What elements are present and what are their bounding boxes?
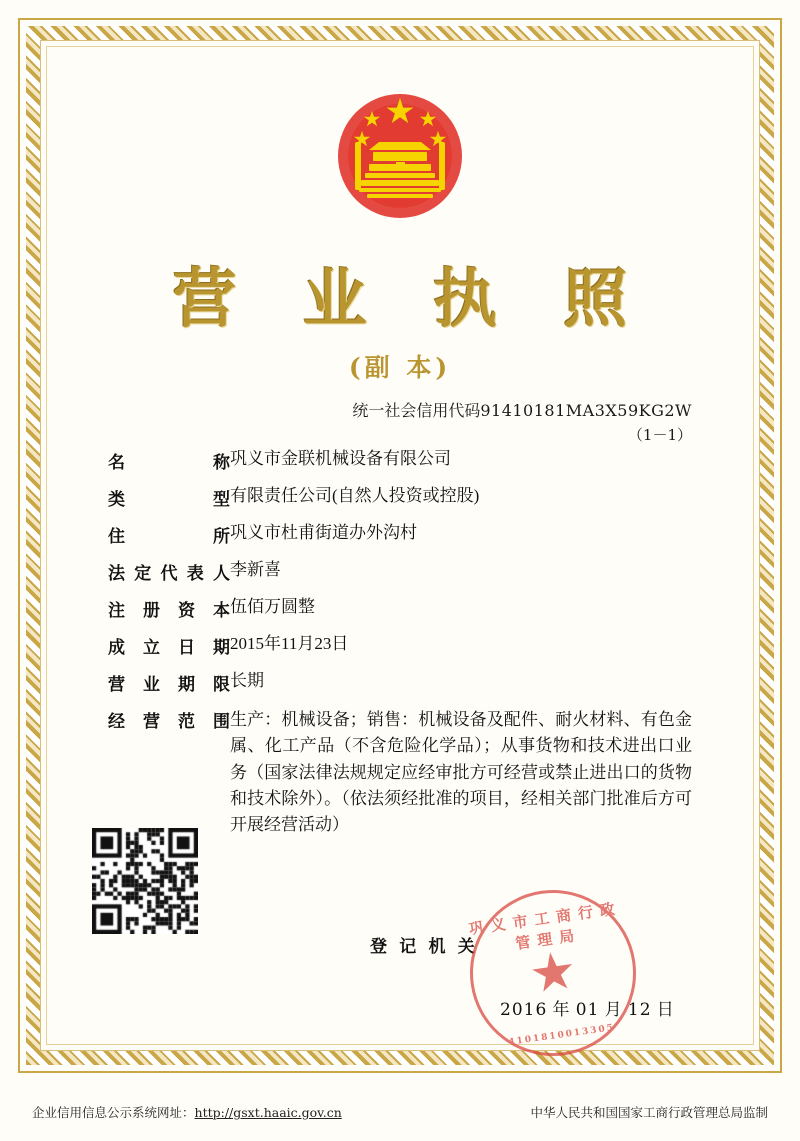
label-char: 定 [134, 564, 152, 583]
label-char: 范 [178, 712, 195, 731]
label-char: 营 [143, 712, 160, 731]
label-char: 代 [160, 564, 178, 583]
label-char: 本 [213, 601, 230, 620]
field-label-legal-rep [108, 559, 230, 584]
label-char: 期 [213, 638, 230, 657]
field-label-name [108, 448, 230, 473]
field-row-name [108, 448, 692, 473]
field-row-establish-date [108, 633, 692, 658]
field-label-registered-capital [108, 596, 230, 621]
issue-date [500, 995, 675, 1020]
field-value-registered-capital: 伍佰万圆整 [230, 597, 315, 616]
label-char: 法 [108, 564, 125, 583]
label-char: 期 [178, 675, 195, 694]
emblem-container [0, 78, 800, 233]
label-char: 人 [213, 564, 230, 583]
label-char: 称 [213, 453, 230, 472]
label-char: 营 [108, 675, 125, 694]
field-row-address [108, 522, 692, 547]
field-row-type [108, 485, 692, 510]
label-char: 型 [213, 490, 230, 509]
certificate-subtitle: (副 本) [348, 353, 452, 382]
issue-date-day-suffix: 日 [656, 1000, 675, 1019]
field-row-business-scope [108, 707, 692, 839]
field-value-type: 有限责任公司(自然人投资或控股) [230, 486, 480, 505]
seal-bottom-text: 4101810013305 [507, 1022, 616, 1048]
issue-date-year-suffix: 年 [552, 1000, 571, 1019]
label-char: 册 [143, 601, 160, 620]
field-row-legal-rep [108, 559, 692, 584]
credit-code-line [352, 398, 692, 421]
label-char: 类 [108, 490, 125, 509]
issue-date-day: 12 [627, 1000, 652, 1020]
label-char: 成 [108, 638, 125, 657]
label-char: 围 [213, 712, 230, 731]
qr-code[interactable] [92, 828, 198, 934]
label-char: 立 [143, 638, 160, 657]
label-char: 注 [108, 601, 125, 620]
credit-code-value: 91410181MA3X59KG2W [480, 401, 692, 420]
label-char: 资 [178, 601, 195, 620]
national-emblem-icon [325, 78, 475, 228]
label-char: 表 [186, 564, 204, 583]
field-value-address: 巩义市杜甫街道办外沟村 [230, 523, 417, 542]
field-value-business-scope: 生产：机械设备；销售：机械设备及配件、耐火材料、有色金属、化工产品（不含危险化学品）；从事货物和技术进出口业务（国家法律法规规定应经审批方可经营或禁止进出口的货物和技术除外）。（依法须经批准的项目，经相关部门批准后方可开展经营活动） [230, 710, 692, 835]
seal-top-text: 巩义市工商行政管理局 [468, 900, 623, 953]
label-char: 名 [108, 453, 125, 472]
registration-authority-label: 登 记 机 关 [370, 937, 479, 956]
field-row-business-term [108, 670, 692, 695]
field-label-address [108, 522, 230, 547]
field-label-type [108, 485, 230, 510]
field-value-business-term: 长期 [230, 671, 264, 690]
label-char: 住 [108, 527, 125, 546]
label-char: 日 [178, 638, 195, 657]
issue-date-month-suffix: 月 [604, 1000, 623, 1019]
credit-code-label: 统一社会信用代码 [352, 403, 481, 420]
field-label-business-scope [108, 707, 230, 732]
certificate-title: 营 业 执 照 [172, 262, 650, 337]
field-value-legal-rep: 李新喜 [230, 560, 281, 579]
field-label-establish-date [108, 633, 230, 658]
field-label-business-term [108, 670, 230, 695]
footer-left [32, 1103, 342, 1121]
label-char: 经 [108, 712, 125, 731]
page-number: （1－1） [627, 426, 692, 444]
issue-date-year: 2016 [500, 1000, 548, 1020]
field-row-registered-capital [108, 596, 692, 621]
label-char: 业 [143, 675, 160, 694]
footer-public-system-url[interactable]: http://gsxt.haaic.gov.cn [194, 1105, 342, 1120]
label-char: 限 [213, 675, 230, 694]
footer-right: 中华人民共和国国家工商行政管理总局监制 [530, 1106, 768, 1120]
seal-star-icon [529, 949, 576, 996]
label-char: 所 [213, 527, 230, 546]
issue-date-month: 01 [575, 1000, 600, 1020]
license-fields [108, 448, 692, 851]
footer-left-label: 企业信用信息公示系统网址： [32, 1106, 195, 1120]
field-value-establish-date: 2015年11月23日 [230, 634, 349, 653]
field-value-name: 巩义市金联机械设备有限公司 [230, 449, 451, 468]
certificate-footer [32, 1103, 768, 1121]
